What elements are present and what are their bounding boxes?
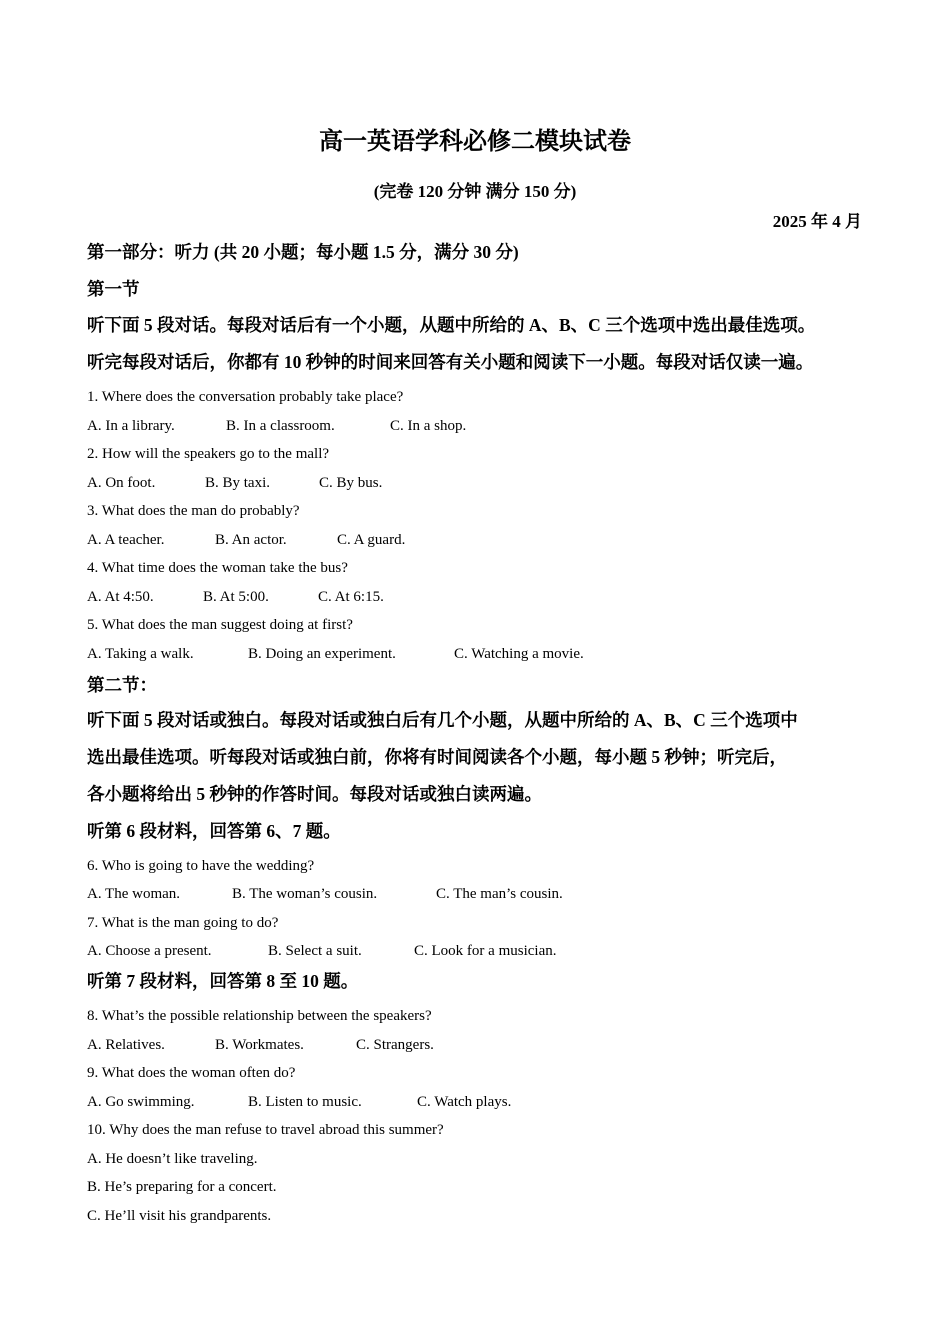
- part1-heading: 第一部分：听力 (共 20 小题；每小题 1.5 分，满分 30 分): [87, 242, 519, 262]
- question-9-options: [87, 1092, 511, 1112]
- question-9: 9. What does the woman often do?: [87, 1065, 296, 1081]
- question-6: 6. Who is going to have the wedding?: [87, 858, 315, 874]
- material-7-heading: 听第 7 段材料，回答第 8 至 10 题。: [87, 971, 359, 991]
- option-c: C. Look for a musician.: [414, 943, 557, 959]
- question-7-options: [87, 941, 556, 961]
- exam-duration-score: (完卷 120 分钟 满分 150 分): [373, 182, 577, 201]
- option-b: B. Listen to music.: [248, 1094, 362, 1110]
- question-10-option-b: B. He’s preparing for a concert.: [87, 1179, 277, 1195]
- question-2-options: [87, 473, 382, 493]
- question-5: 5. What does the man suggest doing at first?: [87, 617, 353, 633]
- exam-date: 2025 年 4 月: [772, 212, 862, 231]
- option-a: A. The woman.: [87, 886, 181, 902]
- option-b: B. In a classroom.: [226, 418, 335, 434]
- question-8-options: [87, 1035, 434, 1055]
- question-10-option-a: A. He doesn’t like traveling.: [87, 1151, 258, 1167]
- option-b: B. Doing an experiment.: [248, 646, 396, 662]
- question-4-options: [87, 587, 384, 607]
- option-b: B. At 5:00.: [203, 589, 269, 605]
- option-c: C. Watch plays.: [417, 1094, 512, 1110]
- question-4: 4. What time does the woman take the bus?: [87, 560, 348, 576]
- question-1: 1. Where does the conversation probably take place?: [87, 389, 404, 405]
- option-a: A. A teacher.: [87, 532, 165, 548]
- page-title: 高一英语学科必修二模块试卷: [319, 129, 631, 155]
- option-a: A. At 4:50.: [87, 589, 154, 605]
- option-a: A. Choose a present.: [87, 943, 212, 959]
- option-a: A. Go swimming.: [87, 1094, 195, 1110]
- option-a: A. On foot.: [87, 475, 156, 491]
- option-b: B. Workmates.: [215, 1037, 304, 1053]
- question-8: 8. What’s the possible relationship between the speakers?: [87, 1008, 432, 1024]
- option-c: C. At 6:15.: [318, 589, 384, 605]
- section1-heading: 第一节: [87, 279, 140, 299]
- section2-instruction-line1: 听下面 5 段对话或独白。每段对话或独白后有几个小题，从题中所给的 A、B、C 三个选项中: [87, 710, 798, 730]
- question-5-options: [87, 644, 584, 664]
- question-1-options: [87, 416, 466, 436]
- question-3-options: [87, 530, 405, 550]
- option-b: B. Select a suit.: [268, 943, 362, 959]
- question-10: 10. Why does the man refuse to travel abroad this summer?: [87, 1122, 444, 1138]
- option-b: B. The woman’s cousin.: [232, 886, 378, 902]
- question-6-options: [87, 884, 563, 904]
- option-c: C. A guard.: [337, 532, 406, 548]
- option-c: C. Watching a movie.: [454, 646, 584, 662]
- question-3: 3. What does the man do probably?: [87, 503, 300, 519]
- option-c: C. The man’s cousin.: [436, 886, 563, 902]
- question-2: 2. How will the speakers go to the mall?: [87, 446, 330, 462]
- option-c: C. By bus.: [319, 475, 383, 491]
- option-a: A. Relatives.: [87, 1037, 165, 1053]
- option-b: B. An actor.: [215, 532, 287, 548]
- option-a: A. Taking a walk.: [87, 646, 194, 662]
- option-c: C. In a shop.: [390, 418, 467, 434]
- option-c: C. Strangers.: [356, 1037, 434, 1053]
- section1-instruction-line2: 听完每段对话后，你都有 10 秒钟的时间来回答有关小题和阅读下一小题。每段对话仅读一遍。: [87, 352, 814, 372]
- option-b: B. By taxi.: [205, 475, 271, 491]
- section2-instruction-line3: 各小题将给出 5 秒钟的作答时间。每段对话或独白读两遍。: [87, 784, 542, 804]
- section2-heading: 第二节：: [87, 675, 157, 695]
- question-10-option-c: C. He’ll visit his grandparents.: [87, 1208, 272, 1224]
- material-6-heading: 听第 6 段材料，回答第 6、7 题。: [87, 821, 341, 841]
- question-7: 7. What is the man going to do?: [87, 915, 279, 931]
- section2-instruction-line2: 选出最佳选项。听每段对话或独白前，你将有时间阅读各个小题，每小题 5 秒钟；听完后，: [87, 747, 787, 767]
- section1-instruction-line1: 听下面 5 段对话。每段对话后有一个小题，从题中所给的 A、B、C 三个选项中选出最佳选项。: [87, 315, 816, 335]
- option-a: A. In a library.: [87, 418, 175, 434]
